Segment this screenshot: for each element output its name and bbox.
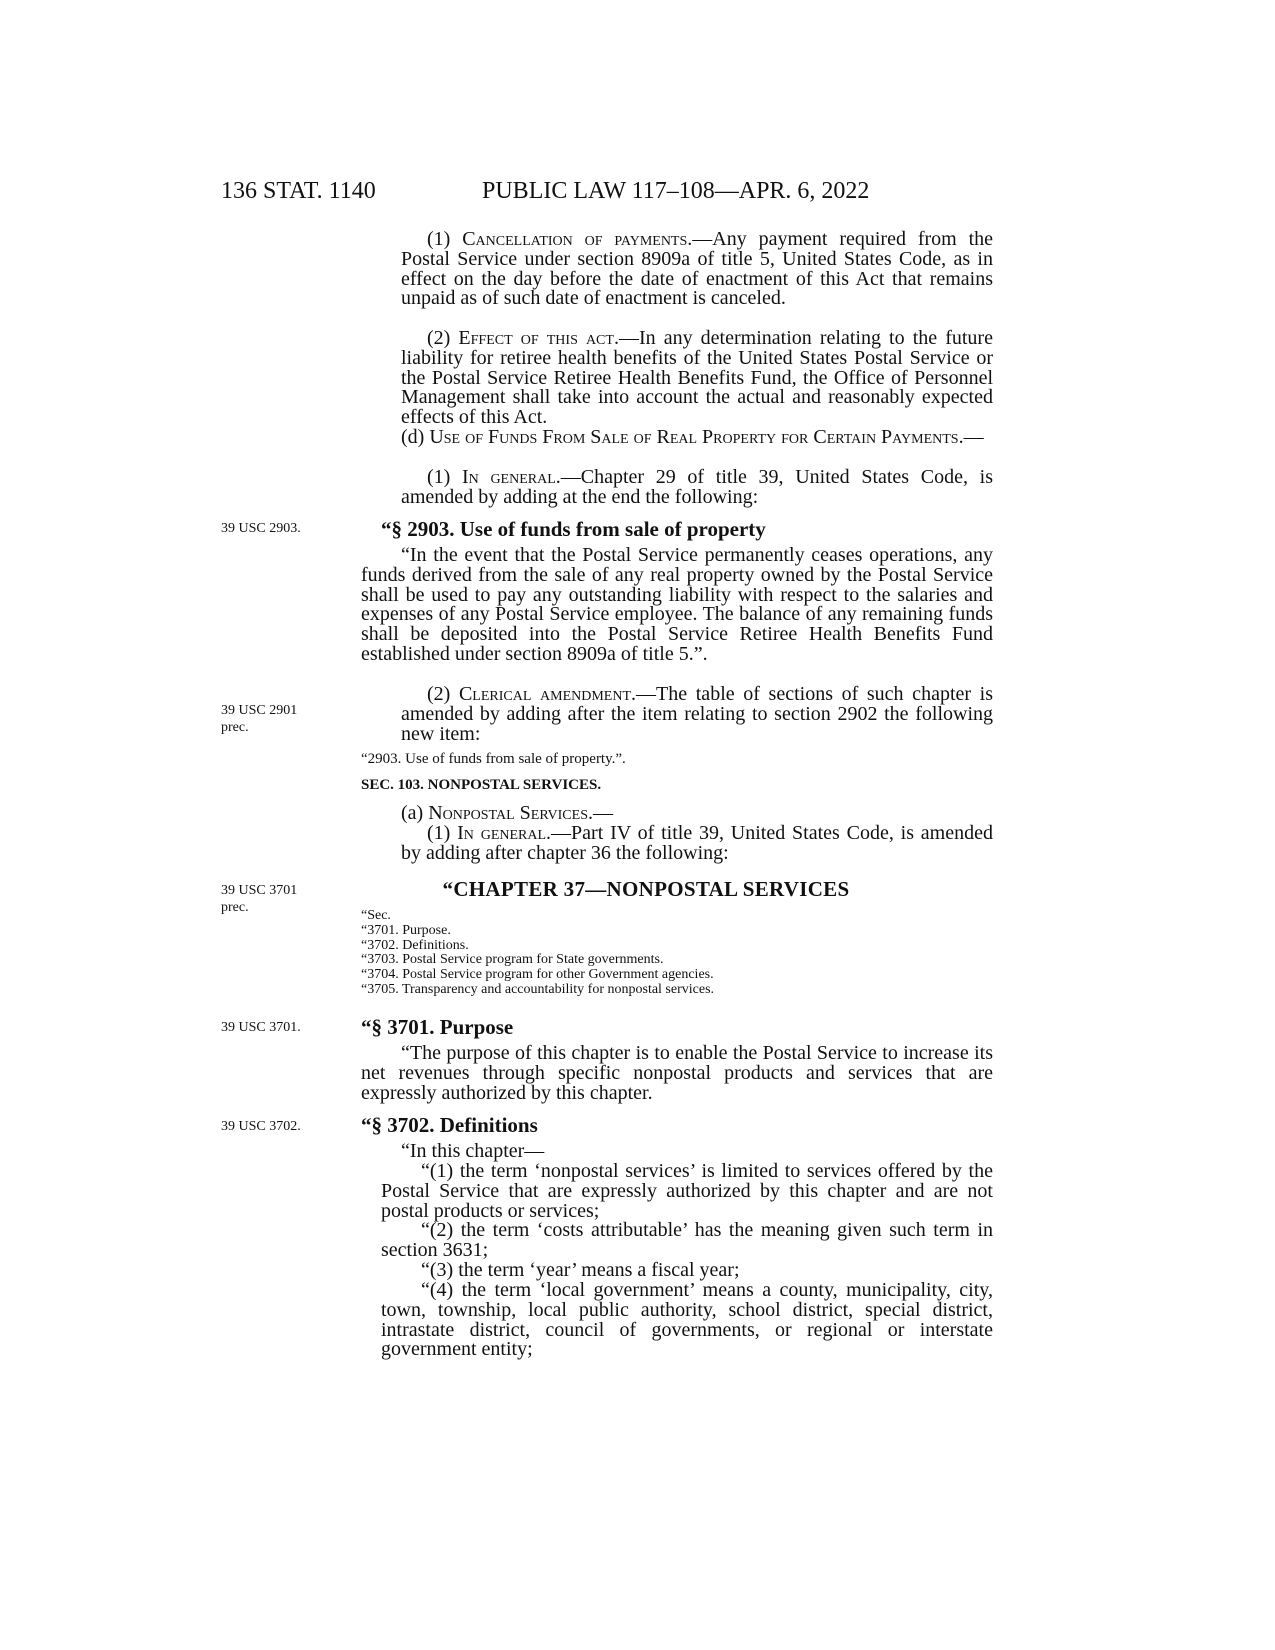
subsection-heading: Nonpostal Services <box>428 802 588 824</box>
para-heading: Effect of this act <box>458 327 614 349</box>
section-103-heading: SEC. 103. NONPOSTAL SERVICES. <box>361 777 602 793</box>
subsection-a-nonpostal-services <box>361 804 993 824</box>
margin-note-line: 39 USC 3701 <box>221 883 298 898</box>
section-3701-heading: “§ 3701. Purpose <box>361 1015 514 1039</box>
toc-item-2903: “2903. Use of funds from sale of property.”. <box>361 751 626 767</box>
subsection-number: (d) <box>401 426 430 448</box>
section-3702-intro-text: “In this chapter— <box>401 1140 545 1162</box>
definition-2 <box>381 1219 993 1261</box>
toc-entry: “3705. Transparency and accountability for nonpostal services. <box>361 981 715 997</box>
margin-note-39-usc-3701: 39 USC 3701. <box>221 1020 301 1035</box>
margin-note-line: prec. <box>221 900 249 915</box>
paragraph-d2-clerical-amendment <box>381 685 993 744</box>
para-number: (1) <box>427 822 458 844</box>
margin-note-line: prec. <box>221 720 249 735</box>
subsection-heading: Use of Funds From Sale of Real Property for Certain Payments <box>429 426 959 448</box>
definition-4 <box>381 1279 993 1361</box>
para-number: (2) <box>427 683 459 705</box>
para-text: .—Chapter 29 of title 39, United States Code, is amended by adding at the end the following: <box>401 466 993 508</box>
para-number: (2) <box>427 327 459 349</box>
margin-note-line: 39 USC 2901 <box>221 703 298 718</box>
para-number: (1) <box>427 466 462 488</box>
toc-entry: “3704. Postal Service program for other Government agencies. <box>361 967 714 983</box>
para-heading: In general <box>457 822 547 844</box>
toc-entry: “3701. Purpose. <box>361 922 451 938</box>
section-3701-body: “The purpose of this chapter is to enable the Postal Service to increase its net revenues through specific nonpostal products and services that are expressly authorized by this chapter. <box>361 1042 993 1104</box>
chapter-37-heading: “CHAPTER 37—NONPOSTAL SERVICES <box>442 877 850 901</box>
toc-entry: “3703. Postal Service program for State governments. <box>361 952 664 968</box>
subsection-d-use-of-funds <box>361 428 993 448</box>
para-heading: Clerical amendment <box>458 683 632 705</box>
paragraph-a1-in-general <box>381 824 993 864</box>
page-header <box>221 178 1061 214</box>
definition-1 <box>381 1160 993 1222</box>
definition-3 <box>401 1261 993 1281</box>
section-2903-heading: “§ 2903. Use of funds from sale of property <box>381 517 766 541</box>
definition-4-text: “(4) the term ‘local government’ means a county, municipality, city, town, township, local public authority, school district, special district, intrastate district, council of governments, or regional or interstate government entity; <box>381 1279 993 1361</box>
section-3701-text <box>361 1044 993 1103</box>
section-3702-intro <box>361 1142 993 1162</box>
para-text: .—In any determination relating to the future liability for retiree health benefits of the United States Postal Service or the Postal Service Retiree Health Benefits Fund, the Office of Personnel Management shall take into account the actual and reasonably expected effects of this Act. <box>401 327 993 429</box>
section-3702-heading: “§ 3702. Definitions <box>361 1113 538 1137</box>
para-text: .—The table of sections of such chapter is amended by adding after the item relating to section 2902 the following new item: <box>401 683 994 745</box>
chapter-37-table-of-sections <box>361 909 973 998</box>
para-text: .—Part IV of title 39, United States Code, is amended by adding after chapter 36 the following: <box>401 822 993 864</box>
definition-2-text: “(2) the term ‘costs attributable’ has the meaning given such term in section 3631; <box>381 1219 993 1261</box>
public-law-title: PUBLIC LAW 117–108—APR. 6, 2022 <box>482 178 870 204</box>
section-2903-text <box>361 546 993 665</box>
definition-3-text: “(3) the term ‘year’ means a fiscal year; <box>421 1259 740 1281</box>
paragraph-d1-in-general <box>381 468 993 508</box>
margin-note-39-usc-2901-prec <box>221 702 351 736</box>
paragraph-effect-of-this-act <box>381 329 993 428</box>
para-heading: In general <box>462 466 556 488</box>
definition-1-text: “(1) the term ‘nonpostal services’ is limited to services offered by the Postal Service that are expressly authorized by this chapter and are not postal products or services; <box>381 1160 993 1222</box>
subsection-dash: .— <box>587 802 613 824</box>
margin-note-39-usc-2903: 39 USC 2903. <box>221 521 301 536</box>
subsection-number: (a) <box>401 802 429 824</box>
para-text: .—Any payment required from the Postal Service under section 8909a of title 5, United States Code, as in effect on the day before the date of enactment of this Act that remains unpaid as of such date of enactment is canceled. <box>401 228 994 310</box>
margin-note-39-usc-3702: 39 USC 3702. <box>221 1119 301 1134</box>
margin-note-39-usc-3701-prec <box>221 882 351 916</box>
section-2903-body: “In the event that the Postal Service permanently ceases operations, any funds derived from the sale of any real property owned by the Postal Service shall be used to pay any outstanding liability with respect to the salaries and expenses of any Postal Service employee. The balance of any remaining funds shall be deposited into the Postal Service Retiree Health Benefits Fund established under section 8909a of title 5.”. <box>361 544 993 665</box>
statute-page-number: 136 STAT. 1140 <box>221 178 376 204</box>
subsection-dash: .— <box>958 426 984 448</box>
para-heading: Cancellation of payments <box>462 228 688 250</box>
toc-entry: “3702. Definitions. <box>361 937 469 953</box>
paragraph-cancellation-of-payments <box>381 230 993 309</box>
para-number: (1) <box>427 228 463 250</box>
toc-sec-label: “Sec. <box>361 908 391 923</box>
